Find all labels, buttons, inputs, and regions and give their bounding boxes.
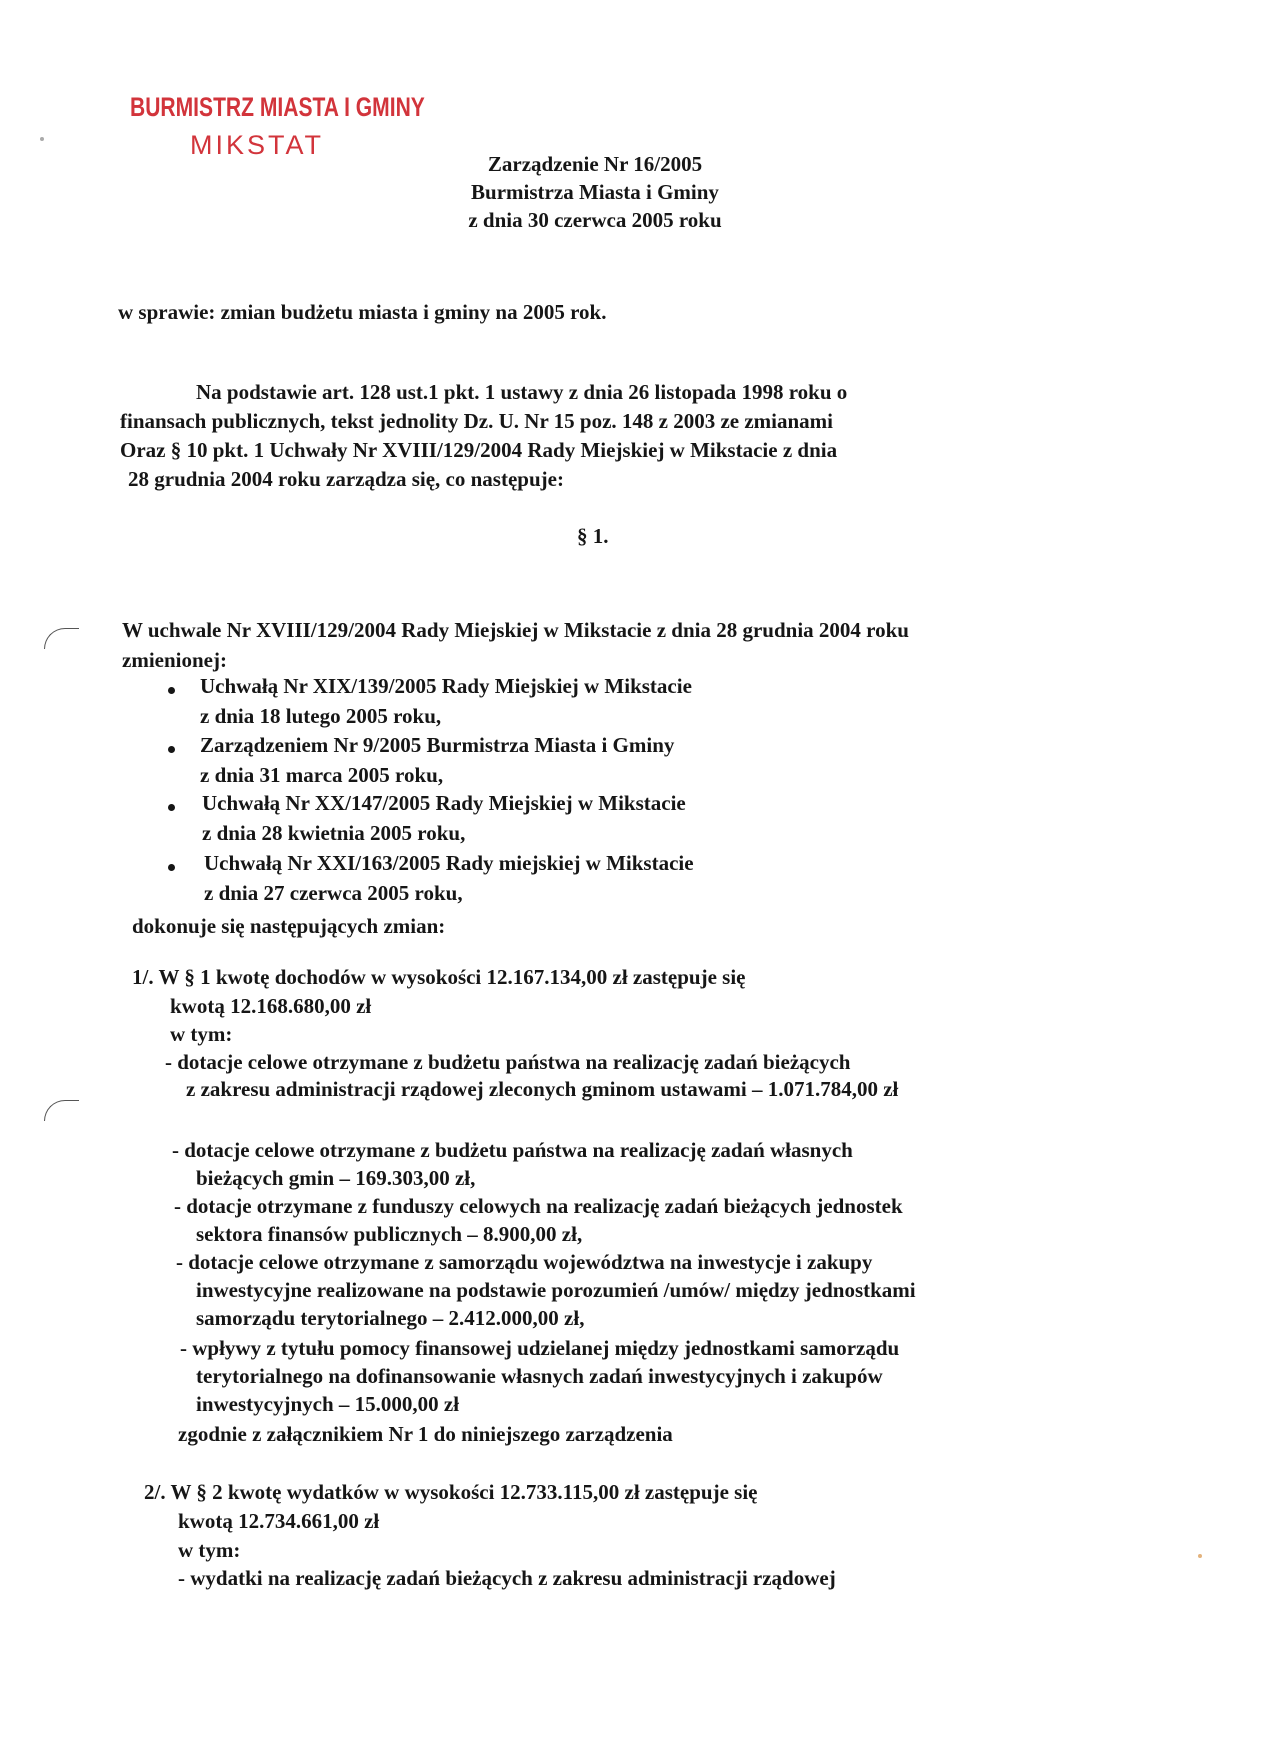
item1-in-that: w tym: xyxy=(170,1022,233,1046)
bullet-marker xyxy=(168,687,175,694)
bullet-marker xyxy=(168,746,175,753)
amendment-1-date: z dnia 18 lutego 2005 roku, xyxy=(200,704,442,728)
scan-speck xyxy=(1198,1554,1202,1558)
amendment-1-title: Uchwałą Nr XIX/139/2005 Rady Miejskiej w Mikstacie xyxy=(200,674,692,698)
item1-d3-line-1: - dotacje otrzymane z funduszy celowych na realizację zadań bieżących jednostek xyxy=(174,1194,903,1218)
item1-line-2: kwotą 12.168.680,00 zł xyxy=(170,994,372,1018)
item2-line-2: kwotą 12.734.661,00 zł xyxy=(178,1509,380,1533)
item1-line-1: 1/. W § 1 kwotę dochodów w wysokości 12.167.134,00 zł zastępuje się xyxy=(132,965,746,989)
item2-in-that: w tym: xyxy=(178,1538,241,1562)
bullet-marker xyxy=(168,804,175,811)
basis-line-4: 28 grudnia 2004 roku zarządza się, co następuje: xyxy=(128,467,564,491)
bullet-marker xyxy=(168,864,175,871)
item1-d4-line-1: - dotacje celowe otrzymane z samorządu województwa na inwestycje i zakupy xyxy=(176,1250,873,1274)
item1-d1-line-2: z zakresu administracji rządowej zleconych gminom ustawami – 1.071.784,00 zł xyxy=(186,1077,899,1101)
amendment-3-title: Uchwałą Nr XX/147/2005 Rady Miejskiej w Mikstacie xyxy=(202,791,686,815)
amendment-4-title: Uchwałą Nr XXI/163/2005 Rady miejskiej w Mikstacie xyxy=(204,851,694,875)
item1-d5-line-2: terytorialnego na dofinansowanie własnych zadań inwestycyjnych i zakupów xyxy=(196,1364,883,1388)
document-issuer: Burmistrza Miasta i Gminy xyxy=(471,180,719,204)
basis-line-1: Na podstawie art. 128 ust.1 pkt. 1 ustawy z dnia 26 listopada 1998 roku o xyxy=(196,380,848,404)
amendment-2-date: z dnia 31 marca 2005 roku, xyxy=(200,763,444,787)
item1-d4-line-2: inwestycyjne realizowane na podstawie porozumień /umów/ między jednostkami xyxy=(196,1278,916,1302)
punch-hole-mark xyxy=(44,1100,79,1121)
basis-line-3: Oraz § 10 pkt. 1 Uchwały Nr XVIII/129/2004 Rady Miejskiej w Mikstacie z dnia xyxy=(120,438,838,462)
intro-line-2: zmienionej: xyxy=(122,648,227,672)
item1-d5-line-1: - wpływy z tytułu pomocy finansowej udzielanej między jednostkami samorządu xyxy=(180,1336,900,1360)
document-date: z dnia 30 czerwca 2005 roku xyxy=(468,208,722,232)
item2-line-1: 2/. W § 2 kwotę wydatków w wysokości 12.733.115,00 zł zastępuje się xyxy=(144,1480,758,1504)
stamp-office-name: BURMISTRZ MIASTA I GMINY xyxy=(130,92,425,122)
punch-hole-mark xyxy=(44,628,79,649)
item1-closing: zgodnie z załącznikiem Nr 1 do niniejszego zarządzenia xyxy=(178,1422,673,1446)
item1-d4-line-3: samorządu terytorialnego – 2.412.000,00 zł, xyxy=(196,1306,585,1330)
scan-speck xyxy=(40,137,44,141)
outro-line: dokonuje się następujących zmian: xyxy=(132,914,446,938)
item2-d1-line-1: - wydatki na realizację zadań bieżących z zakresu administracji rządowej xyxy=(178,1566,836,1590)
document-title: Zarządzenie Nr 16/2005 xyxy=(487,152,703,176)
item1-d3-line-2: sektora finansów publicznych – 8.900,00 zł, xyxy=(196,1222,583,1246)
item1-d2-line-1: - dotacje celowe otrzymane z budżetu państwa na realizację zadań własnych xyxy=(172,1138,853,1162)
stamp-town-name: MIKSTAT xyxy=(190,130,324,160)
amendment-4-date: z dnia 27 czerwca 2005 roku, xyxy=(204,881,463,905)
document-header xyxy=(430,150,760,234)
item1-d2-line-2: bieżących gmin – 169.303,00 zł, xyxy=(196,1166,476,1190)
item1-d5-line-3: inwestycyjnych – 15.000,00 zł xyxy=(196,1392,460,1416)
intro-line-1: W uchwale Nr XVIII/129/2004 Rady Miejskiej w Mikstacie z dnia 28 grudnia 2004 roku xyxy=(122,618,909,642)
amendment-3-date: z dnia 28 kwietnia 2005 roku, xyxy=(202,821,466,845)
basis-line-2: finansach publicznych, tekst jednolity Dz. U. Nr 15 poz. 148 z 2003 ze zmianami xyxy=(120,409,834,433)
item1-d1-line-1: - dotacje celowe otrzymane z budżetu państwa na realizację zadań bieżących xyxy=(165,1050,851,1074)
document-subject: w sprawie: zmian budżetu miasta i gminy na 2005 rok. xyxy=(118,300,607,324)
section-heading: § 1. xyxy=(577,524,609,548)
amendment-2-title: Zarządzeniem Nr 9/2005 Burmistrza Miasta i Gminy xyxy=(200,733,675,757)
